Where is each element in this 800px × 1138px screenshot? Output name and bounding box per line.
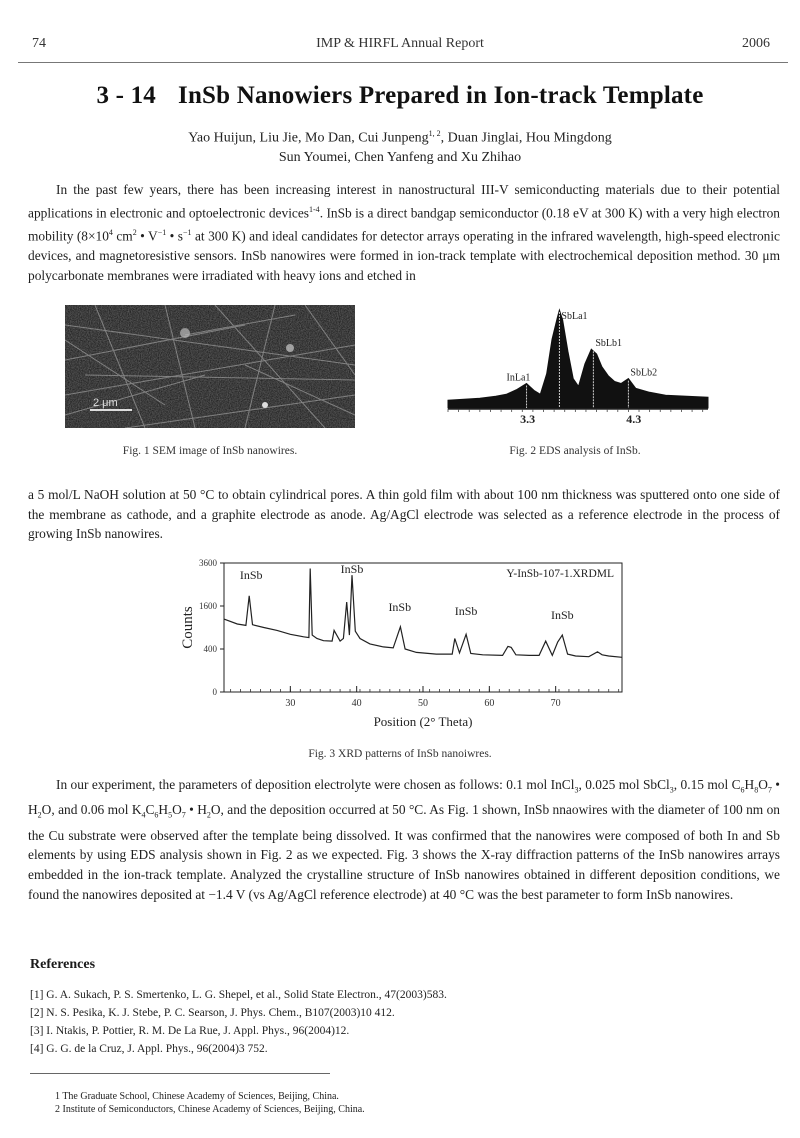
- paragraph-method: a 5 mol/L NaOH solution at 50 °C to obtain cylindrical pores. A thin gold film with about 100 nm thickness was sputtered onto one side of the membrane as cathode, and a graphite electrode as anode. Ag/AgCl electrode was selected as a reference electrode in the process of growing InSb nanowires.: [28, 487, 780, 542]
- eds-peak-label: SbLb1: [595, 338, 623, 350]
- references-list: [30, 986, 447, 1058]
- eds-chart: [440, 298, 710, 430]
- xrd-x-tick-label: 30: [285, 698, 296, 709]
- xrd-x-tick-label: 40: [351, 698, 362, 709]
- fig2-caption: Fig. 2 EDS analysis of InSb.: [509, 445, 641, 457]
- authors-line-2: Sun Youmei, Chen Yanfeng and Xu Zhihao: [278, 149, 522, 165]
- sem-image: [65, 305, 355, 428]
- scale-bar-label: 2 μm: [93, 397, 118, 409]
- authors-line-1: Yao Huijun, Liu Jie, Mo Dan, Cui Junpeng: [188, 130, 429, 146]
- footnote-rule: [30, 1073, 330, 1074]
- reference-item: [2] N. S. Pesika, K. J. Stebe, P. C. Searson, J. Phys. Chem., B107(2003)10 412.: [30, 1007, 395, 1019]
- xrd-peak-label: InSb: [454, 604, 478, 618]
- xrd-x-axis-label: Position (2° Theta): [373, 714, 473, 729]
- xrd-peak-label: InSb: [239, 568, 263, 582]
- article-number: 3 - 14: [96, 82, 157, 109]
- eds-spectrum-area: [448, 310, 708, 408]
- references-heading: References: [30, 957, 96, 972]
- journal-title: IMP & HIRFL Annual Report: [316, 36, 484, 51]
- xrd-y-tick-label: 0: [212, 687, 217, 697]
- paragraph-intro: In the past few years, there has been increasing interest in nanostructural III-V semiconducting materials due to their potential applications in electronic and optoelectronic devices$^{1-4}$. InSb is a direct bandgap semiconductor (0.18 eV at 300 K) with a very high electron mobility ($8\times 10^4$ $cm^2$ • $V^{-1}$ • $s^{-1}$ at 300 K) and ideal candidates for detector arrays operating in the infrared wavelength, high-speed electronic devices, and magnetoresistive sensors. InSb nanowires were formed in ion-track template with electrochemical deposition method. 30 μm polycarbonate membranes were irradiated with heavy ions and etched in: [28, 182, 781, 283]
- xrd-dataset-label: Y-InSb-107-1.XRDML: [506, 568, 614, 580]
- reference-item: [4] G. G. de la Cruz, J. Appl. Phys., 96(2004)3 752.: [30, 1043, 268, 1055]
- authors-line-1-rest: , Duan Jinglai, Hou Mingdong: [440, 130, 612, 146]
- scale-bar: [90, 409, 132, 411]
- fig3-caption: Fig. 3 XRD patterns of InSb nanoiwres.: [308, 748, 492, 760]
- xrd-y-tick-label: 400: [203, 644, 217, 654]
- page-number: 74: [32, 36, 46, 51]
- eds-x-tick-label: 4.3: [626, 412, 642, 426]
- xrd-x-tick-label: 60: [484, 698, 495, 709]
- article-title: [0, 82, 800, 110]
- eds-peak-label: SbLa1: [561, 311, 588, 322]
- xrd-peak-label: InSb: [340, 562, 364, 576]
- reference-item: [1] G. A. Sukach, P. S. Smertenko, L. G. Shepel, et al., Solid State Electron., 47(2003)583.: [30, 989, 447, 1001]
- footnote-item: 2 Institute of Semiconductors, Chinese Academy of Sciences, Beijing, China.: [55, 1104, 365, 1115]
- xrd-x-tick-label: 70: [550, 698, 561, 709]
- fig1-caption: Fig. 1 SEM image of InSb nanowires.: [122, 445, 298, 457]
- eds-peak-label: SbLb2: [630, 367, 658, 379]
- xrd-peak-label: InSb: [388, 600, 412, 614]
- xrd-plot-frame: [224, 563, 622, 692]
- author-affiliation-sup: 1, 2: [428, 129, 441, 138]
- footnote-item: 1 The Graduate School, Chinese Academy of Sciences, Beijing, China.: [55, 1091, 339, 1102]
- citation-ref[interactable]: 1-4: [309, 204, 320, 214]
- xrd-x-tick-label: 50: [418, 698, 428, 709]
- eds-x-tick-label: 3.3: [520, 412, 536, 426]
- xrd-peak-label: InSb: [550, 608, 574, 622]
- footnotes: [55, 1090, 365, 1116]
- authors: [0, 124, 800, 167]
- article-title-text: InSb Nanowiers Prepared in Ion-track Template: [178, 82, 704, 109]
- xrd-y-axis-label: Counts: [180, 606, 196, 649]
- eds-peak-label: InLa1: [506, 372, 531, 384]
- xrd-chart: [170, 555, 630, 735]
- header-rule: [18, 62, 788, 63]
- paragraph-experiment: In our experiment, the parameters of deposition electrolyte were chosen as follows: 0.1 mol InCl$_3$, 0.025 mol SbCl$_3$, 0.15 mol $C_6H_8O_7$ • $H_2O$, and 0.06 mol $K_4C_6H_5O_7$ • $H_2O$, and the deposition occurred at 50 °C. As Fig. 1 shown, InSb nnaowires with the diameter of 100 nm on the Cu substrate were observed after the template being dissolved. It was confirmed that the nanowires were composed of both In and Sb elements by using EDS analysis shown in Fig. 2 as we expected. Fig. 3 shows the X-ray diffraction patterns of the InSb nanowires arrays embedded in the ion-track template. Analyzed the crystalline structure of InSb nanowires obtained in different deposition conditions, we found the nanowires deposited at −1.4 V (vs Ag/AgCl reference electrode) at 40 °C was the best parameter to form InSb nanowires.: [28, 777, 780, 902]
- xrd-y-tick-label: 3600: [199, 558, 217, 568]
- xrd-y-tick-label: 1600: [199, 601, 217, 611]
- reference-item: [3] I. Ntakis, P. Pottier, R. M. De La Rue, J. Appl. Phys., 96(2004)12.: [30, 1025, 350, 1037]
- header-year: 2006: [742, 36, 770, 51]
